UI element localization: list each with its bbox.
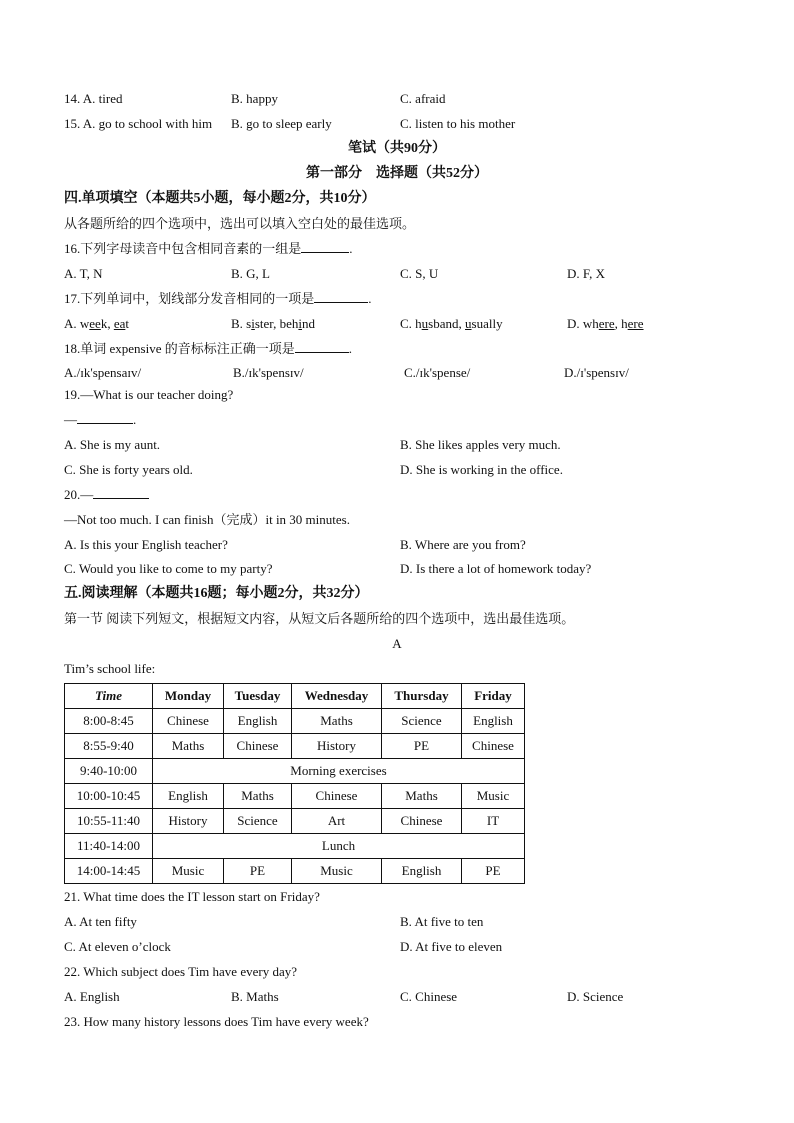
q14-option-c: C. afraid [400,91,446,106]
table-cell: English [382,859,462,884]
header-friday: Friday [462,684,525,709]
table-cell: English [224,709,292,734]
q22-stem: 22. Which subject does Tim have every day? [64,964,297,979]
table-cell: 11:40-14:00 [65,834,153,859]
q18-stem: 18.单词 expensive 的音标标注正确一项是 . [64,341,352,356]
q22-option-d: D. Science [567,989,624,1004]
table-cell: Chinese [462,734,525,759]
q20-option-b: B. Where are you from? [400,537,526,552]
table-row [65,709,525,734]
header-tuesday: Tuesday [224,684,292,709]
q15-option-b: B. go to sleep early [231,116,332,131]
q14-number-option-a: 14. A. tired [64,91,123,106]
q17-option-a: A. week, eat [64,316,129,331]
table-cell: Music [462,784,525,809]
table-cell: Maths [153,734,224,759]
table-cell: Chinese [292,784,382,809]
q21-option-b: B. At five to ten [400,914,484,929]
q21-stem: 21. What time does the IT lesson start on Friday? [64,889,320,904]
answer-blank [301,252,349,253]
table-cell: Maths [292,709,382,734]
table-cell: Art [292,809,382,834]
answer-blank [314,302,368,303]
table-cell: Chinese [224,734,292,759]
q16-stem: 16.下列字母读音中包含相同音素的一组是 . [64,241,353,256]
q16-option-a: A. T, N [64,266,103,281]
table-cell: Chinese [382,809,462,834]
table-cell: PE [224,859,292,884]
passage-title: Tim’s school life: [64,661,156,676]
table-cell: 10:00-10:45 [65,784,153,809]
table-cell: PE [462,859,525,884]
q14-option-b: B. happy [231,91,278,106]
table-row [65,834,525,859]
q17-option-b: B. sister, behind [231,316,316,331]
q19-stem: 19.—What is our teacher doing? [64,387,234,402]
table-cell: Music [153,859,224,884]
q15-option-c: C. listen to his mother [400,116,516,131]
school-schedule-table [64,683,525,884]
q23-stem: 23. How many history lessons does Tim have every week? [64,1014,369,1029]
table-cell: 9:40-10:00 [65,759,153,784]
q15-number-option-a: 15. A. go to school with him [64,116,213,131]
table-cell: Science [382,709,462,734]
section5-title: 五.阅读理解（本题共16题；每小题2分，共32分） [64,586,369,601]
table-cell: 8:00-8:45 [65,709,153,734]
q21-option-a: A. At ten fifty [64,914,137,929]
written-test-title: 笔试（共90分） [348,141,446,156]
q16-option-d: D. F, X [567,266,605,281]
q17-option-c: C. husband, usually [400,316,503,331]
table-cell: IT [462,809,525,834]
q17-option-d: D. where, here [567,316,644,331]
table-cell: PE [382,734,462,759]
section5-instruction: 第一节 阅读下列短文，根据短文内容，从短文后各题所给的四个选项中，选出最佳选项。 [64,611,575,626]
q17-stem: 17.下列单词中，划线部分发音相同的一项是 . [64,291,372,306]
table-cell: 10:55-11:40 [65,809,153,834]
table-cell: Science [224,809,292,834]
table-row [65,759,525,784]
table-cell: Maths [224,784,292,809]
table-cell: 8:55-9:40 [65,734,153,759]
table-row [65,859,525,884]
header-monday: Monday [153,684,224,709]
q16-option-c: C. S, U [400,266,439,281]
q21-option-c: C. At eleven o’clock [64,939,171,954]
table-cell: English [153,784,224,809]
q20-stem: 20.— [64,487,149,503]
q19-option-a: A. She is my aunt. [64,437,161,452]
table-header-row [65,684,525,709]
q19-reply: — . [64,412,137,427]
table-cell: Chinese [153,709,224,734]
q20-option-d: D. Is there a lot of homework today? [400,561,592,576]
part1-title: 第一部分 选择题（共52分） [306,166,488,181]
q22-option-b: B. Maths [231,989,279,1004]
q16-option-b: B. G, L [231,266,270,281]
answer-blank [295,352,349,353]
table-cell-merged: Lunch [153,834,525,859]
header-thursday: Thursday [382,684,462,709]
table-cell: Music [292,859,382,884]
q21-option-d: D. At five to eleven [400,939,503,954]
table-row [65,734,525,759]
passage-label: A [392,636,402,651]
table-cell: Maths [382,784,462,809]
q19-option-b: B. She likes apples very much. [400,437,561,452]
q20-option-a: A. Is this your English teacher? [64,537,228,552]
table-cell: History [292,734,382,759]
table-row [65,809,525,834]
table-cell-merged: Morning exercises [153,759,525,784]
q18-option-a: A./ɪk'spensaɪv/ [64,365,142,380]
table-cell: English [462,709,525,734]
q18-option-d: D./ɪ'spensɪv/ [564,365,629,380]
q19-option-d: D. She is working in the office. [400,462,563,477]
answer-blank [93,498,149,499]
q18-option-b: B./ɪk'spensɪv/ [233,365,304,380]
table-row [65,784,525,809]
q18-option-c: C./ɪk'spense/ [404,365,471,380]
section4-title: 四.单项填空（本题共5小题，每小题2分，共10分） [64,191,376,206]
q22-option-c: C. Chinese [400,989,458,1004]
table-cell: History [153,809,224,834]
section4-instruction: 从各题所给的四个选项中，选出可以填入空白处的最佳选项。 [64,216,416,231]
table-cell: 14:00-14:45 [65,859,153,884]
answer-blank [77,423,133,424]
q22-option-a: A. English [64,989,120,1004]
q19-option-c: C. She is forty years old. [64,462,193,477]
q20-reply: —Not too much. I can finish（完成）it in 30 minutes. [64,512,350,527]
header-wednesday: Wednesday [292,684,382,709]
q20-option-c: C. Would you like to come to my party? [64,561,273,576]
header-time: Time [65,684,153,709]
